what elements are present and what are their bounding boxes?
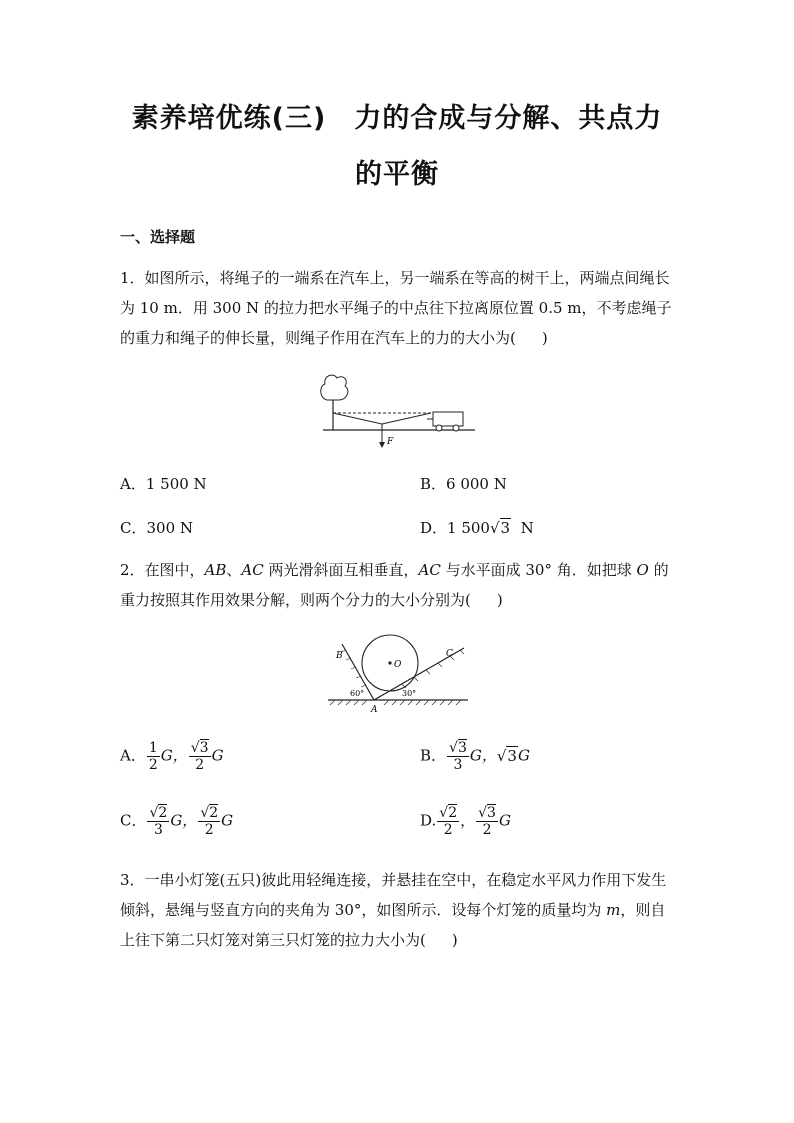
opt-a-label: A． [120, 746, 146, 765]
frac-den: 2 [204, 822, 214, 838]
opt-c-label: C． [120, 811, 147, 830]
frac-num: √2 [200, 805, 219, 821]
sqrt-expression: √3 [496, 746, 517, 765]
fraction [147, 740, 160, 773]
question-3-text [120, 865, 680, 955]
frac-den: 2 [148, 757, 158, 773]
question-1-text [120, 263, 680, 353]
frac-den: 3 [153, 822, 163, 838]
page-title-line-1: 素养培优练(三) 力的合成与分解、共点力 [131, 103, 663, 134]
question-2-option-c [120, 805, 233, 838]
fraction [198, 805, 220, 838]
q2-mid2: 两光滑斜面互相垂直， [263, 561, 419, 579]
label-b: B [336, 651, 343, 661]
label-a: A [371, 705, 378, 715]
fraction [189, 740, 211, 773]
sqrt-radicand: 3 [487, 805, 496, 821]
frac-num: √3 [190, 740, 209, 756]
q2-suffix: 的重力按照其作用效果分解，则两个分力的大小分别为( [120, 561, 669, 609]
sqrt-radicand: 2 [448, 805, 458, 821]
question-1-option-d [420, 517, 534, 538]
label-30: 30° [402, 689, 417, 698]
option-d-prefix: D．1 500 [420, 519, 490, 537]
frac-num: √3 [478, 805, 496, 821]
q2-ac: AC [241, 561, 264, 579]
page-title-line-2: 的平衡 [355, 159, 439, 190]
question-1-option-a: A．1 500 N [120, 475, 207, 493]
frac-num: 1 [148, 740, 158, 756]
opt-g: G [517, 746, 530, 765]
opt-g: G [221, 811, 234, 830]
q2-mid3: 与水平面成 30° 角．如把球 [440, 561, 637, 579]
q2-o: O [636, 561, 649, 579]
opt-g: G， [160, 746, 188, 765]
sqrt-radicand: 3 [457, 740, 467, 756]
q3-body2: ，则自上往下第二只灯笼对第三只灯笼的拉力大小为( [120, 901, 666, 949]
q2-close: ) [496, 591, 503, 609]
question-1-option-c: C．300 N [120, 519, 194, 537]
sqrt-radicand: 3 [507, 746, 517, 765]
frac-den: 2 [482, 822, 492, 838]
fraction [476, 805, 498, 838]
frac-num: √2 [439, 805, 458, 821]
separator: ， [460, 811, 476, 830]
frac-den: 3 [453, 757, 463, 773]
frac-den: 2 [195, 757, 205, 773]
q2-mid1: 、 [226, 561, 242, 579]
sqrt-radicand: 3 [500, 519, 511, 537]
frac-den: 2 [443, 822, 453, 838]
question-2-text [120, 555, 680, 615]
label-o: O [394, 660, 402, 670]
question-1-body: 1．如图所示，将绳子的一端系在汽车上，另一端系在等高的树干上，两端点间绳长为 10 m．用 300 N 的拉力把水平绳子的中点往下拉离原位置 0.5 m，不考虑绳子的重力和绳子的伸长量，则绳子作用在汽车上的力的大小为( [120, 269, 672, 347]
q2-ab: AB [204, 561, 227, 579]
question-2-option-d [420, 805, 511, 838]
question-1-option-b: B．6 000 N [420, 475, 507, 493]
question-2-figure [322, 630, 474, 716]
option-d-unit: N [520, 519, 534, 537]
sqrt-expression: √3 [489, 519, 511, 537]
opt-d-label: D. [420, 811, 437, 830]
sqrt-radicand: 2 [209, 805, 219, 821]
question-1-close: ) [541, 329, 548, 347]
q3-body: 3．一串小灯笼(五只)彼此用轻绳连接，并悬挂在空中，在稳定水平风力作用下发生倾斜，悬绳与竖直方向的夹角为 30°，如图所示．设每个灯笼的质量均为 [120, 871, 667, 919]
force-label: F [387, 437, 394, 447]
question-2-option-a [120, 740, 224, 773]
question-2-option-b [420, 740, 530, 773]
q2-ac2: AC [418, 561, 441, 579]
opt-g: G， [170, 811, 198, 830]
sqrt-radicand: 3 [199, 740, 209, 756]
sqrt-radicand: 2 [158, 805, 168, 821]
fraction [447, 740, 469, 773]
q3-close: ) [451, 931, 458, 949]
label-c: C [446, 649, 453, 659]
q3-m: m [606, 901, 621, 919]
fraction [437, 805, 459, 838]
frac-num: √2 [149, 805, 168, 821]
label-60: 60° [350, 689, 365, 698]
q2-prefix: 2．在图中， [120, 561, 205, 579]
question-1-figure [315, 372, 480, 452]
section-heading: 一、选择题 [120, 228, 196, 246]
opt-g: G， [469, 746, 497, 765]
frac-num: √3 [449, 740, 467, 756]
opt-g: G [498, 811, 511, 830]
opt-g: G [211, 746, 224, 765]
opt-b-label: B． [420, 746, 447, 765]
fraction [147, 805, 169, 838]
